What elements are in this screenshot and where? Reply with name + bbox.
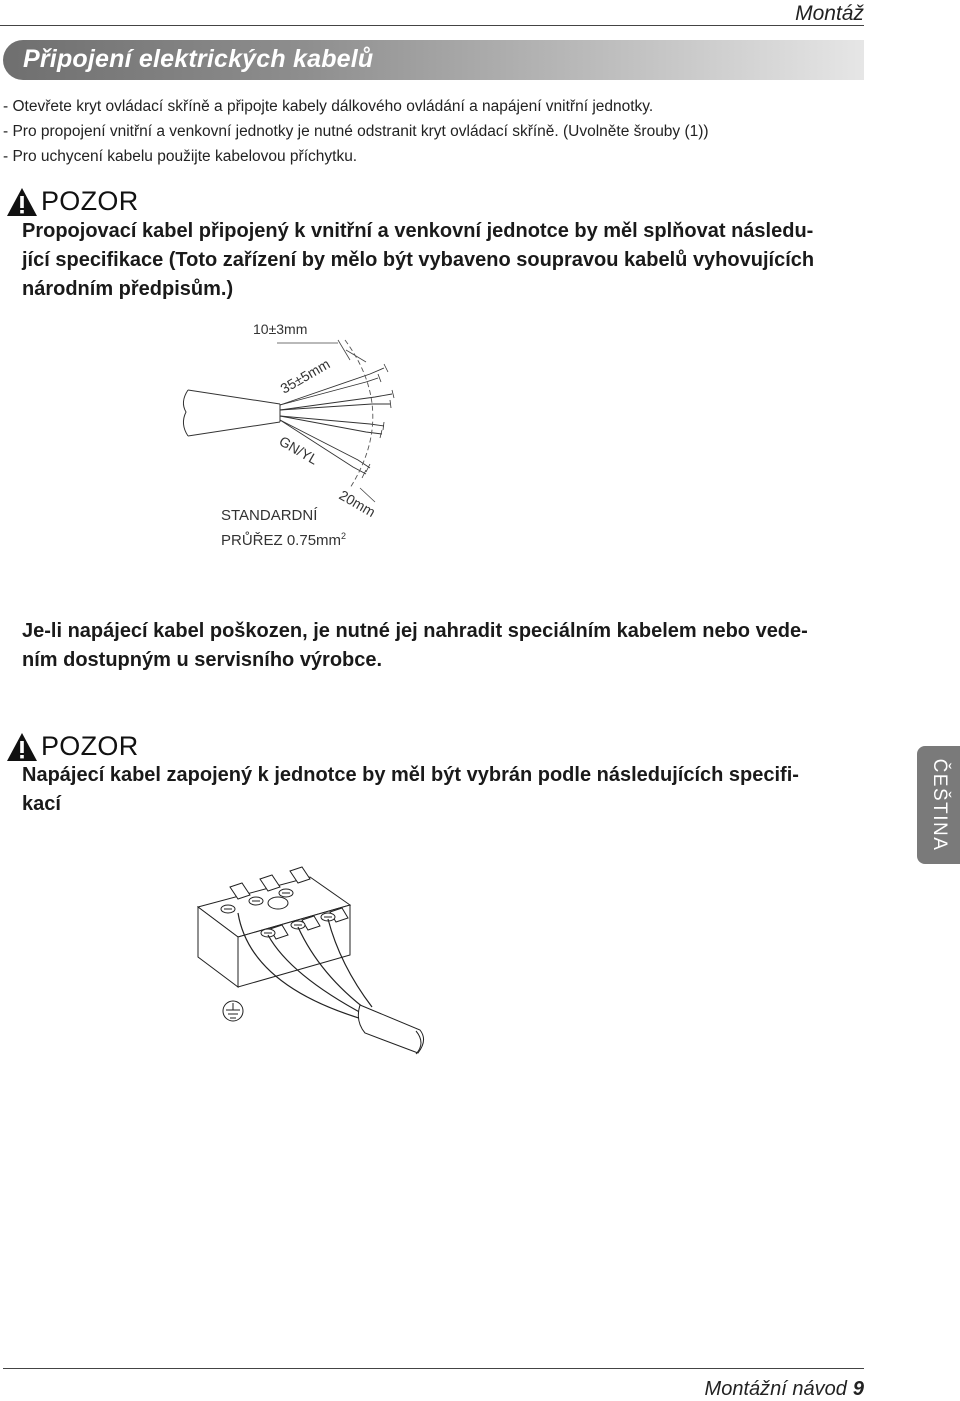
replacement-note: Je-li napájecí kabel poškozen, je nutné jej nahradit speciálním kabelem nebo vede- ním dostupným u servisního výrobce.	[22, 620, 808, 671]
warning-icon	[6, 732, 38, 762]
caution-title: POZOR	[41, 186, 139, 216]
dim-end-label: 20mm	[336, 486, 379, 521]
language-tab-label: ČEŠTINA	[928, 758, 950, 852]
intro-item: - Pro propojení vnitřní a venkovní jednotky je nutné odstranit kryt ovládací skříně. (Uvolněte šrouby (1))	[3, 123, 709, 140]
std-label-2: PRŮŘEZ $0.75mm^2$	[221, 531, 347, 549]
page-footer	[705, 1378, 864, 1401]
footer-label: Montážní návod	[704, 1378, 847, 1400]
ground-symbol-icon	[223, 1001, 243, 1021]
intro-list	[3, 94, 873, 169]
warning-icon	[6, 187, 38, 217]
intro-item: - Pro uchycení kabelu použijte kabelovou příchytku.	[3, 148, 358, 165]
intro-item: - Otevřete kryt ovládací skříně a připojte kabely dálkového ovládání a napájení vnitřní jednotky.	[3, 98, 654, 115]
caution-heading-2	[6, 731, 139, 762]
caution-text-2: Napájecí kabel zapojený k jednotce by měl být vybrán podle následujících specifi- kací	[22, 764, 799, 815]
ground-wire-label: GN/YL	[276, 432, 321, 468]
dim-wire-label: 35±5mm	[277, 355, 333, 397]
cable-strip-diagram	[170, 312, 430, 562]
language-tab[interactable]	[917, 746, 960, 864]
caution-heading	[6, 186, 139, 217]
dashed-arc	[345, 340, 373, 488]
cable-cut-left	[183, 390, 188, 436]
title-bar	[3, 40, 864, 80]
bottom-rule	[3, 1368, 864, 1369]
section-label: Montáž	[795, 2, 864, 25]
top-rule	[0, 25, 864, 26]
page-title: Připojení elektrických kabelů	[23, 45, 374, 73]
std-label-1: STANDARDNÍ	[221, 507, 318, 524]
dim-strip-label: 10±3mm	[253, 321, 308, 337]
terminal-block-illustration	[190, 865, 440, 1065]
caution-title-2: POZOR	[41, 731, 139, 761]
page-number: 9	[852, 1378, 864, 1400]
caution-text: Propojovací kabel připojený k vnitřní a venkovní jednotce by měl splňovat následu- jící specifikace (Toto zařízení by mělo být vybaveno soupravou kabelů vyhovujících národním předpisům.)	[22, 220, 815, 300]
